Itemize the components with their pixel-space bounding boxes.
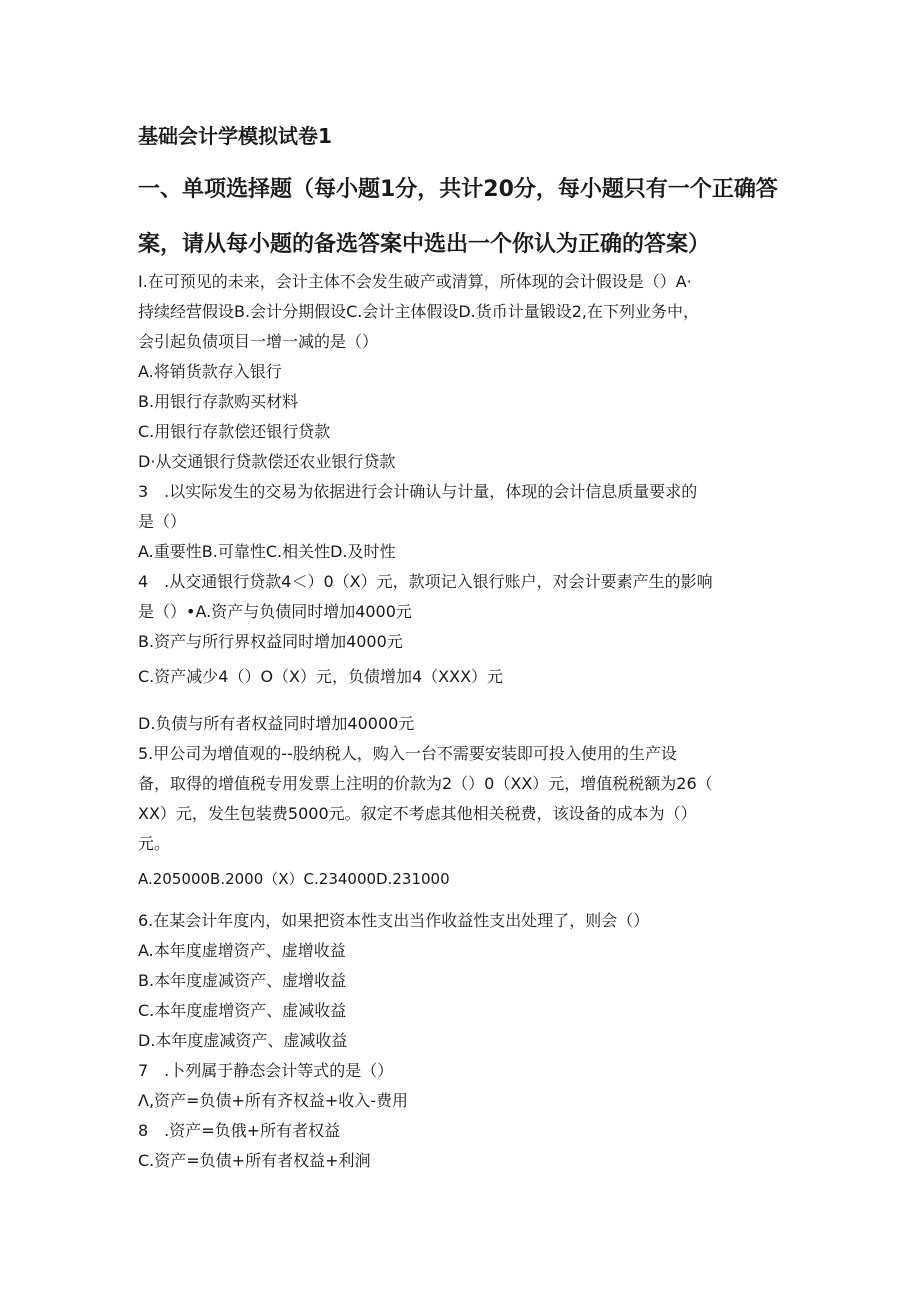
text-line: 元。	[138, 834, 171, 853]
text-line: C.资产=负债+所有者权益+利涧	[138, 1151, 371, 1170]
text-line: 备，取得的增值税专用发票上注明的价款为2（）0（XX）元，增值税税额为26（	[138, 774, 713, 793]
text-line: A.本年度虚增资产、虚增收益	[138, 941, 346, 960]
text-line: B.本年度虚减资产、虚增收益	[138, 971, 347, 990]
text-line: C.用银行存款偿还银行贷款	[138, 422, 331, 441]
text-line: 会引起负债项目一增一减的是（）	[138, 332, 379, 351]
text-line: A.重要性B.可靠性C.相关性D.及时性	[138, 542, 396, 561]
text-line: 5.甲公司为增值观的--股纳税人，购入一台不需要安装即可投入使用的生产设	[138, 744, 677, 763]
text-line: 4 .从交通银行贷款4＜）0（X）元，款项记入银行账户，对会计要素产生的影响	[138, 572, 713, 591]
section-heading-line-2: 案，请从每小题的备选答案中选出一个你认为正确的答案）	[138, 232, 711, 257]
text-line: 是（）•A.资产与负债同时增加4000元	[138, 602, 412, 621]
text-line: 8 .资产=负俄+所有者权益	[138, 1121, 341, 1140]
text-line: B.资产与所行界权益同时增加4000元	[138, 632, 403, 651]
text-line: Λ,资产=负债+所有齐权益+收入-费用	[138, 1091, 409, 1110]
text-line: 7 .卜列属于静态会计等式的是（）	[138, 1061, 394, 1080]
document-title: 基础会计学模拟试卷1	[138, 124, 332, 148]
text-line: D.负债与所有者权益同时增加40000元	[138, 714, 415, 733]
text-line: D·从交通银行贷款偿还农业银行贷款	[138, 452, 396, 471]
text-line: XX）元，发生包装费5000元。叙定不考虑其他相关税费，该设备的成本为（）	[138, 804, 697, 823]
text-line: A.205000B.2000（X）C.234000D.231000	[138, 870, 450, 888]
text-line: C.资产减少4（）O（X）元，负债增加4（XXX）元	[138, 667, 504, 686]
text-line: A.将销货款存入银行	[138, 362, 282, 381]
text-line: 3 .以实际发生的交易为依据进行会计确认与计量，体现的会计信息质量要求的	[138, 482, 698, 501]
text-line: C.本年度虚增资产、虚减收益	[138, 1001, 347, 1020]
text-line: 持续经营假设B.会计分期假设C.会计主体假设D.货币计量锻设2,在下列业务中，	[138, 302, 699, 321]
text-line: B.用银行存款购买材料	[138, 392, 299, 411]
text-line: I.在可预见的未来，会计主体不会发生破产或清算，所体现的会计假设是（）A·	[138, 272, 692, 291]
section-heading-line-1: 一、单项选择题（每小题1分，共计20分，每小题只有一个正确答	[138, 177, 778, 202]
text-line: 是（）	[138, 512, 187, 531]
text-line: 6.在某会计年度内，如果把资本性支出当作收益性支出处理了，则会（）	[138, 911, 650, 930]
text-line: D.本年度虚减资产、虚减收益	[138, 1031, 348, 1050]
